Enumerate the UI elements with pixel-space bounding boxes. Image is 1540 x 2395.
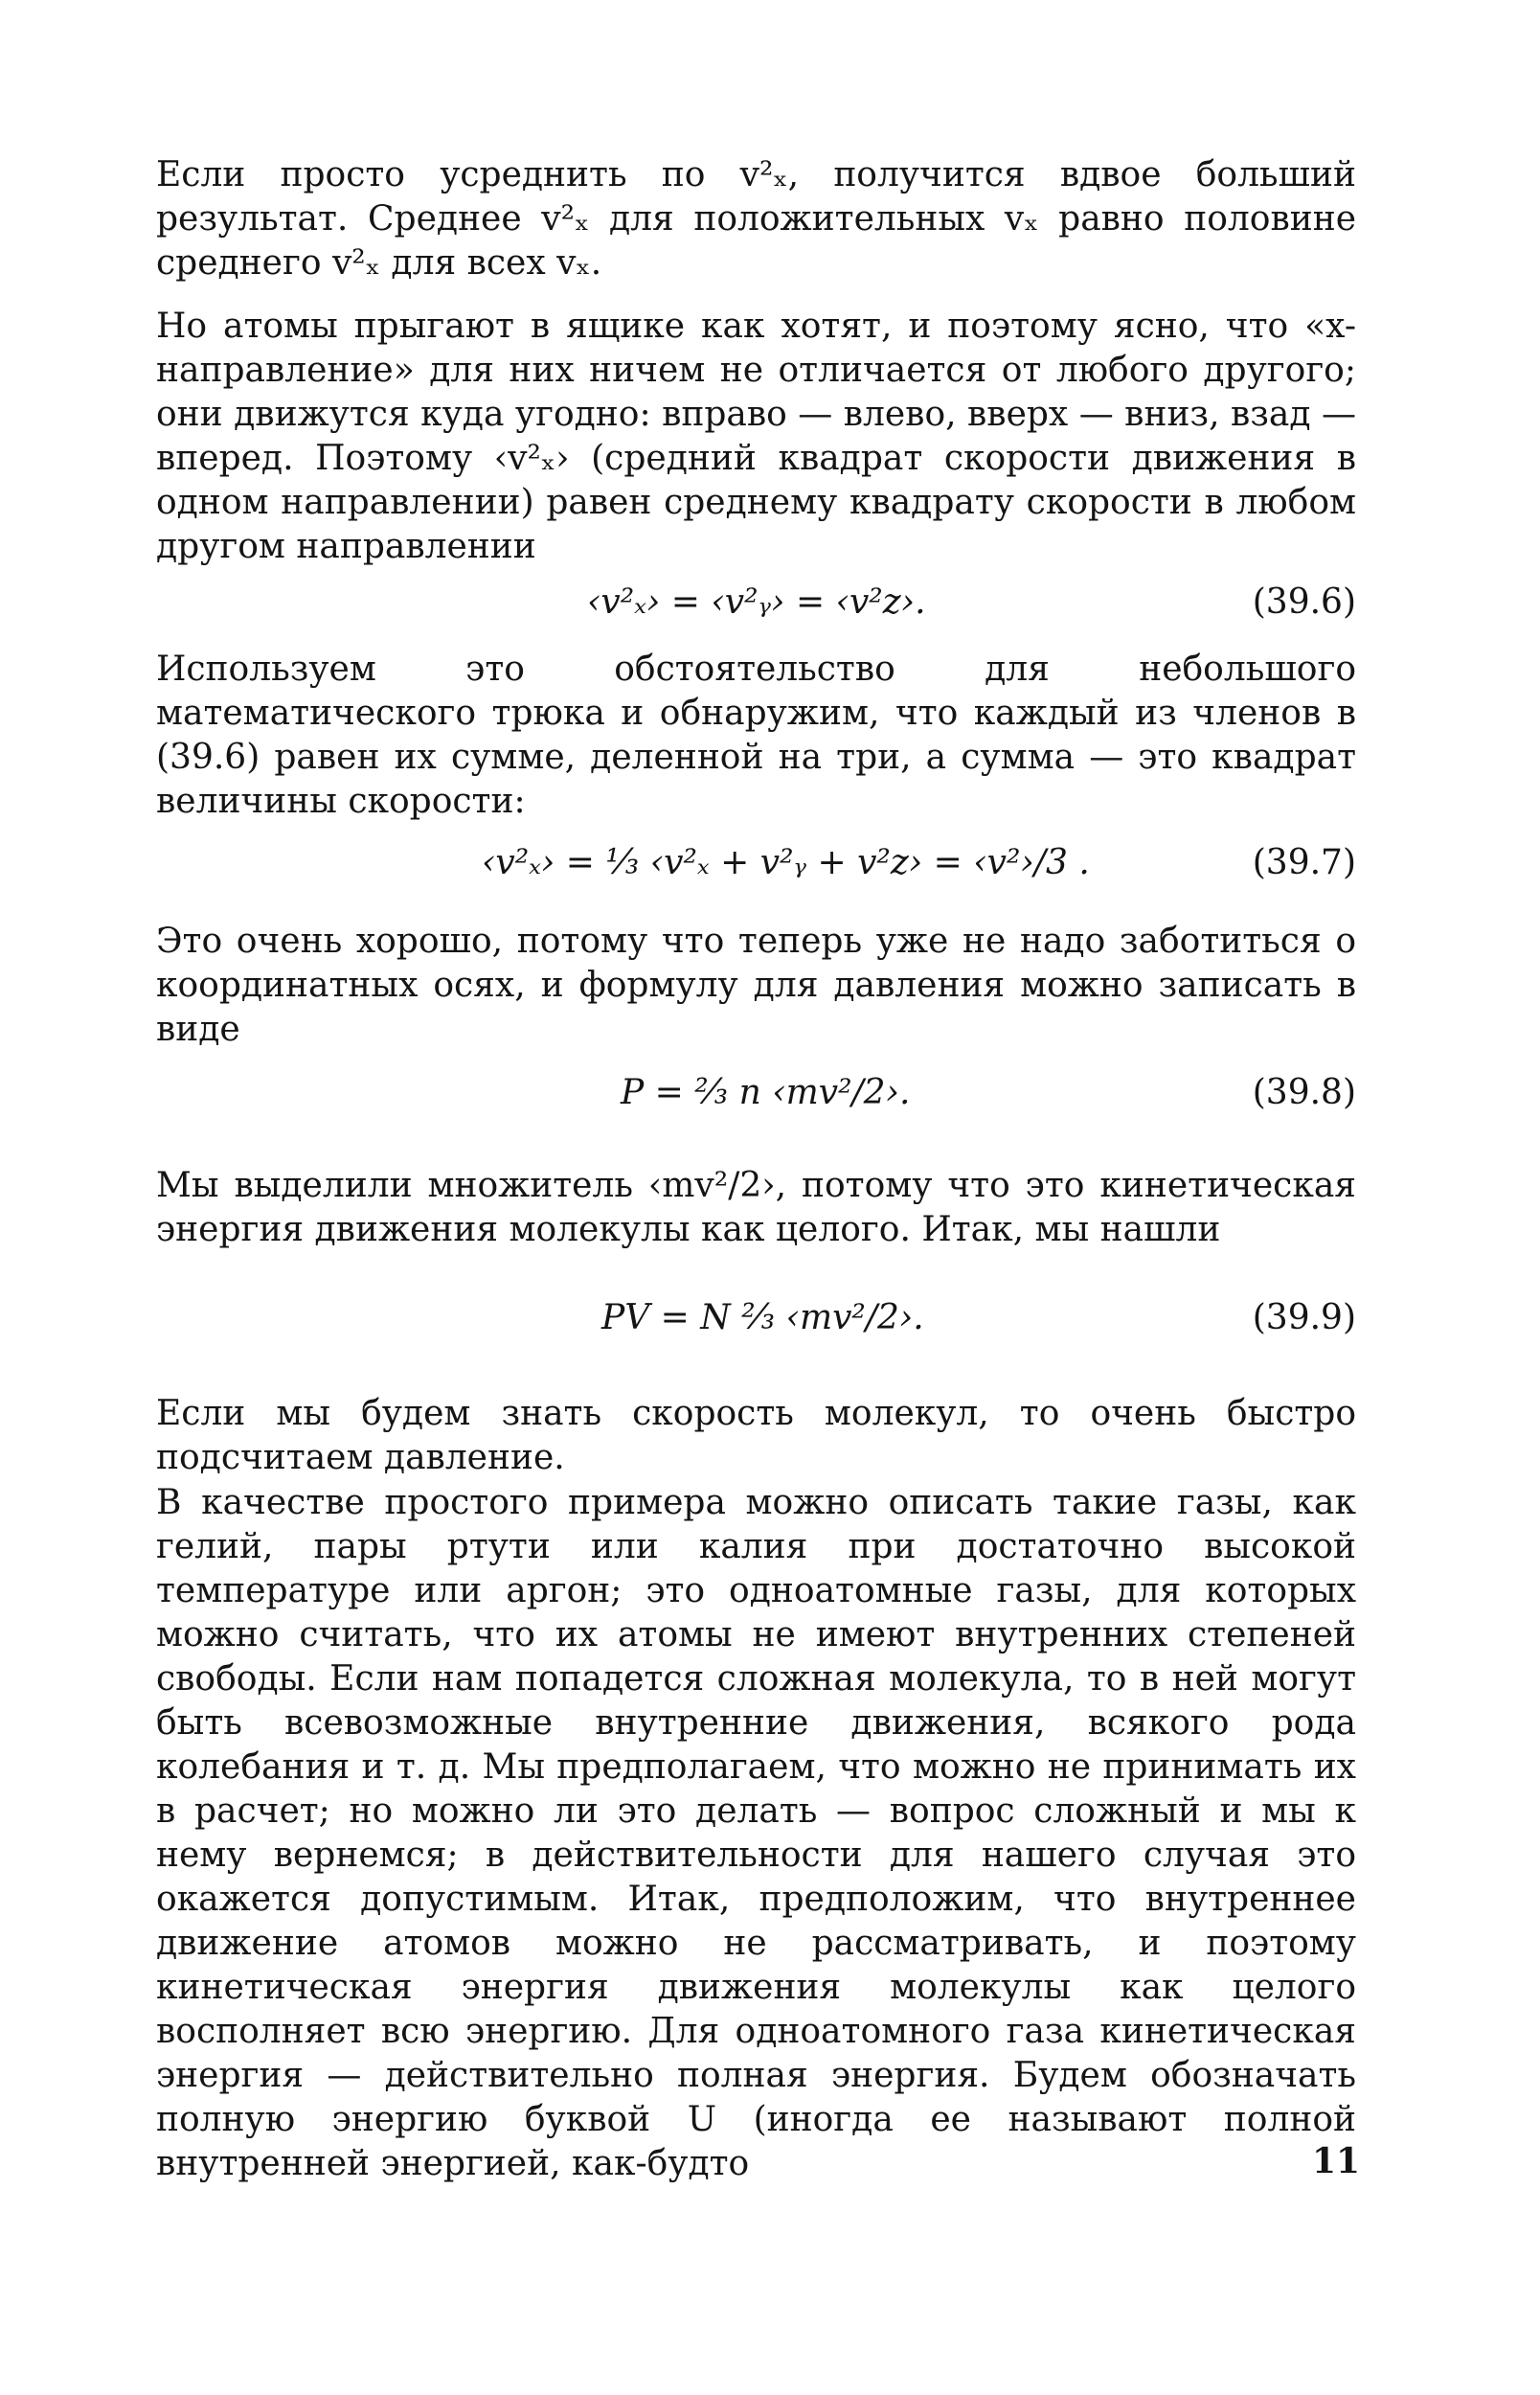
paragraph-6: Если мы будем знать скорость молекул, то очень быстро подсчитаем давление. xyxy=(156,1394,1356,1477)
paragraph-2: Но атомы прыгают в ящике как хотят, и поэтому ясно, что «x-направление» для них ничем не отличается от любого другого; они движутся куда угодно: вправо — влево, вверх — вниз, взад — вперед. Поэтому ‹v²ₓ› (средний квадрат скорости движения в одном направлении) равен среднему квадрату скорости в любом другом направлении xyxy=(156,307,1356,566)
paragraph-4: Это очень хорошо, потому что теперь уже не надо заботиться о координатных осях, и формулу для давления можно записать в виде xyxy=(156,922,1356,1049)
equation-39-7-number: (39.7) xyxy=(1252,843,1356,882)
equation-39-7 xyxy=(156,843,1356,904)
paragraph-7: В качестве простого примера можно описать такие газы, как гелий, пары ртути или калия при достаточно высокой температуре или аргон; это одноатомные газы, для которых можно считать, что их атомы не имеют внутренних степеней свободы. Если нам попадется сложная молекула, то в ней могут быть всевозможные внутренние движения, всякого рода колебания и т. д. Мы предполагаем, что можно не принимать их в расчет; но можно ли это делать — вопрос сложный и мы к нему вернемся; в действительности для нашего случая это окажется допустимым. Итак, предположим, что внутреннее движение атомов можно не рассматривать, и поэтому кинетическая энергия движения молекулы как целого восполняет всю энергию. Для одноатомного газа кинетическая энергия — действительно полная энергия. Будем обозначать полную энергию буквой U (иногда ее называют полной внутренней энергией, как-будто xyxy=(156,1483,1356,2183)
equation-39-9-formula: PV = N ⅔ ‹mv²/2›. xyxy=(601,1298,924,1337)
equation-39-7-formula: ‹v²ₓ› = ⅓ ‹v²ₓ + v²ᵧ + v²𝑧› = ‹v²›/3 . xyxy=(482,843,1090,882)
paragraph-3: Используем это обстоятельство для небольшого математического трюка и обнаружим, что каждый из членов в (39.6) равен их сумме, деленной на три, а сумма — это квадрат величины скорости: xyxy=(156,650,1356,821)
equation-39-9 xyxy=(156,1298,1356,1359)
page-number: 11 xyxy=(1312,2141,1361,2181)
equation-39-8 xyxy=(156,1073,1356,1134)
equation-39-6 xyxy=(156,582,1356,644)
paragraph-5: Мы выделили множитель ‹mv²/2›, потому что это кинетическая энергия движения молекулы как целого. Итак, мы нашли xyxy=(156,1166,1356,1249)
equation-39-8-number: (39.8) xyxy=(1252,1073,1356,1112)
paragraph-1: Если просто усреднить по v²ₓ, получится вдвое больший результат. Среднее v²ₓ для положительных vₓ равно половине среднего v²ₓ для всех vₓ. xyxy=(156,155,1356,283)
equation-39-6-number: (39.6) xyxy=(1252,582,1356,622)
equation-39-6-formula: ‹v²ₓ› = ‹v²ᵧ› = ‹v²𝑧›. xyxy=(587,582,926,622)
equation-39-9-number: (39.9) xyxy=(1252,1298,1356,1337)
equation-39-8-formula: P = ⅔ n ‹mv²/2›. xyxy=(621,1073,911,1112)
